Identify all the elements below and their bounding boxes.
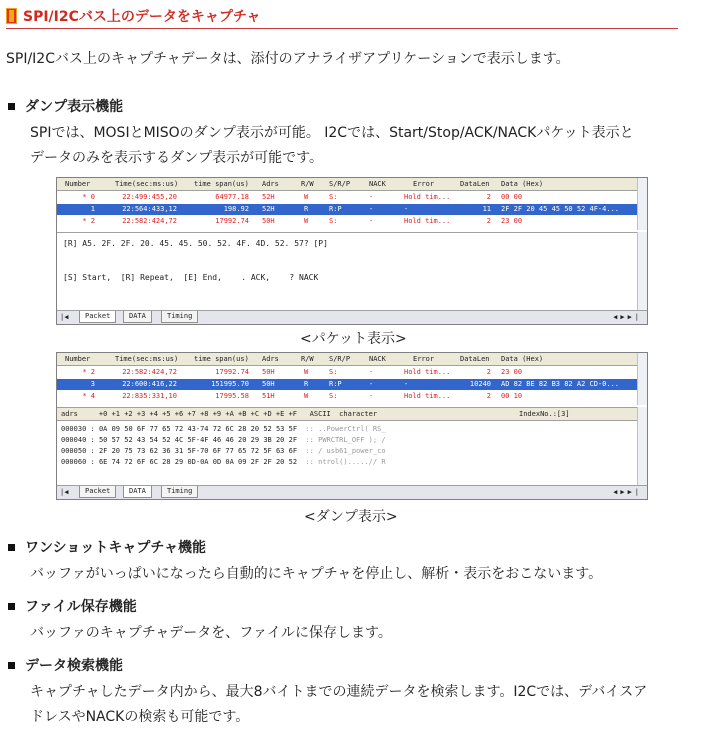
dump-line: 000040 : 50 57 52 43 54 52 4C 5F-4F 46 46 20 29 3B 20 2F :: PWRCTRL_OFF ); / (61, 436, 386, 444)
section-heading-oneshot (8, 537, 206, 557)
cell-srp: S: (329, 392, 338, 400)
table-row[interactable] (57, 216, 637, 227)
section-heading-search (8, 655, 123, 675)
page-title: SPI/I2Cバス上のデータをキャプチャ (23, 9, 261, 25)
col-datalen: DataLen (460, 180, 490, 188)
tab-data[interactable]: DATA (123, 311, 152, 323)
bullet-square-icon (8, 103, 15, 110)
table-row[interactable] (57, 192, 637, 203)
section-body-search (30, 680, 690, 730)
col-time: Time(sec:ms:us) (115, 180, 179, 188)
cell-rw: R (304, 205, 309, 213)
caption-dump: <ダンプ表示> (304, 509, 398, 525)
cell-adrs: 50H (262, 368, 275, 376)
cell-number: 1 (90, 205, 95, 213)
cell-number: * 0 (82, 193, 95, 201)
cell-rw: W (304, 193, 309, 201)
tab-timing[interactable]: Timing (161, 311, 198, 323)
nav-first-icon[interactable]: |◀ (60, 488, 69, 496)
section-body-dump (30, 121, 690, 171)
dump-addr: 000050 (61, 447, 87, 455)
section-body-line: SPIでは、MOSIとMISOのダンプ表示が可能。 I2Cでは、Start/Stop/ACK/NACKパケット表示と (30, 125, 634, 141)
cell-number: 3 (90, 380, 95, 388)
cell-nack: - (369, 368, 374, 376)
section-heading-filesave (8, 596, 137, 616)
bullet-square-icon (8, 603, 15, 610)
cell-number: * 2 (82, 368, 95, 376)
list-scrollbar[interactable] (637, 353, 647, 405)
dump-view-screenshot (56, 352, 648, 500)
cell-adrs: 50H (262, 217, 275, 225)
tab-packet[interactable]: Packet (79, 486, 116, 498)
cell-len: 2 (486, 392, 491, 400)
cell-number: * 4 (82, 392, 95, 400)
intro-text: SPI/I2Cバス上のキャプチャデータは、添付のアナライザアプリケーションで表示します。 (6, 51, 570, 67)
tab-bar (57, 485, 647, 499)
cell-nack: - (369, 217, 374, 225)
cell-data: 2F 2F 20 45 45 50 52 4F-4... (501, 205, 620, 213)
cell-adrs: 51H (262, 392, 275, 400)
dump-addr: 000030 (61, 425, 87, 433)
cell-nack: - (369, 205, 374, 213)
packet-detail-line: [R] A5. 2F. 2F. 20. 45. 45. 50. 52. 4F. 4D. 52. 57? [P] (63, 239, 328, 248)
col-rw: R/W (301, 180, 314, 188)
cell-time: 22:835:331,10 (122, 392, 177, 400)
table-row[interactable] (57, 204, 637, 215)
cell-span: 17992.74 (215, 217, 249, 225)
cell-time: 22:582:424,72 (122, 368, 177, 376)
cell-adrs: 50H (262, 380, 275, 388)
dump-hex: 0A 09 50 6F 77 65 72 43-74 72 6C 28 20 52 53 5F (98, 425, 298, 433)
cell-data: 23 00 (501, 217, 523, 225)
cell-error: Hold tim... (404, 392, 451, 400)
dump-line: 000030 : 0A 09 50 6F 77 65 72 43-74 72 6C 28 20 52 53 5F :: ..PowerCtrl( RS_ (61, 425, 386, 433)
col-error: Error (413, 355, 435, 363)
cell-adrs: 52H (262, 205, 275, 213)
col-datalen: DataLen (460, 355, 490, 363)
section-body-line: キャプチャしたデータ内から、最大8バイトまでの連続データを検索します。I2Cでは、デバイスア (30, 684, 648, 700)
col-srp: S/R/P (329, 180, 351, 188)
section-body-filesave: バッファのキャプチャデータを、ファイルに保存します。 (30, 625, 392, 641)
tab-timing[interactable]: Timing (161, 486, 198, 498)
cell-time: 22:499:455,20 (122, 193, 177, 201)
cell-srp: R:P (329, 205, 342, 213)
col-nack: NACK (369, 355, 386, 363)
title-marker-accent (9, 10, 14, 22)
dump-ascii: :: / usb61_power_co (305, 447, 386, 455)
cell-time: 22:600:416,22 (122, 380, 177, 388)
cell-len: 2 (486, 193, 491, 201)
cell-adrs: 52H (262, 193, 275, 201)
section-heading-label: データ検索機能 (25, 658, 123, 674)
cell-error: Hold tim... (404, 217, 451, 225)
cell-span: 64977.18 (215, 193, 249, 201)
index-label: IndexNo.:[3] (519, 410, 570, 418)
cell-data: AD 82 BE 82 B3 82 A2 CD-0... (501, 380, 620, 388)
cell-srp: S: (329, 368, 338, 376)
cell-error: Hold tim... (404, 368, 451, 376)
col-time: Time(sec:ms:us) (115, 355, 179, 363)
cell-span: 17995.58 (215, 392, 249, 400)
cell-data: 00 10 (501, 392, 523, 400)
packet-legend-line: [S] Start, [R] Repeat, [E] End, . ACK, ? NACK (63, 273, 319, 282)
packet-view-screenshot (56, 177, 648, 325)
col-number: Number (65, 355, 91, 363)
dump-hex: 2F 20 75 73 62 36 31 5F-70 6F 77 65 72 5F 63 6F (98, 447, 298, 455)
detail-scrollbar[interactable] (637, 232, 647, 310)
cell-span: 17992.74 (215, 368, 249, 376)
cell-nack: - (369, 392, 374, 400)
column-header (57, 353, 637, 366)
cell-rw: W (304, 392, 309, 400)
section-heading-label: ダンプ表示機能 (25, 99, 124, 115)
column-header (57, 178, 637, 191)
cell-nack: - (369, 380, 374, 388)
cell-rw: W (304, 368, 309, 376)
cell-span: 151995.70 (211, 380, 249, 388)
cell-time: 22:582:424,72 (122, 217, 177, 225)
cell-data: 23 00 (501, 368, 523, 376)
page-title-bar (6, 4, 678, 29)
nav-arrows-icon[interactable]: ◀▶▶| (613, 313, 642, 321)
tab-packet[interactable]: Packet (79, 311, 116, 323)
bullet-square-icon (8, 544, 15, 551)
list-scrollbar[interactable] (637, 178, 647, 230)
cell-srp: R:P (329, 380, 342, 388)
dump-line: 000050 : 2F 20 75 73 62 36 31 5F-70 6F 77 65 72 5F 63 6F :: / usb61_power_co (61, 447, 386, 455)
cell-srp: S: (329, 193, 338, 201)
dump-column-header (57, 407, 637, 421)
table-row[interactable] (57, 367, 637, 378)
col-nack: NACK (369, 180, 386, 188)
col-data: Data (Hex) (501, 180, 544, 188)
nav-first-icon[interactable]: |◀ (60, 313, 69, 321)
section-body-oneshot: バッファがいっぱいになったら自動的にキャプチャを停止し、解析・表示をおこないます。 (30, 566, 603, 582)
cell-len: 2 (486, 217, 491, 225)
dump-addr: 000040 (61, 436, 87, 444)
col-adrs: Adrs (262, 355, 279, 363)
dump-ascii: :: ntrol().....// R (305, 458, 386, 466)
dump-scrollbar[interactable] (637, 407, 647, 485)
tab-bar (57, 310, 647, 324)
col-adrs: Adrs (262, 180, 279, 188)
dump-header-text: adrs +0 +1 +2 +3 +4 +5 +6 +7 +8 +9 +A +B +C +D +E +F ASCII character (61, 410, 378, 418)
section-body-line: データのみを表示するダンプ表示が可能です。 (30, 150, 324, 166)
dump-ascii: :: ..PowerCtrl( RS_ (305, 425, 386, 433)
col-data: Data (Hex) (501, 355, 544, 363)
tab-data[interactable]: DATA (123, 486, 152, 498)
table-row[interactable] (57, 391, 637, 402)
cell-srp: S: (329, 217, 338, 225)
col-number: Number (65, 180, 91, 188)
col-rw: R/W (301, 355, 314, 363)
cell-rw: W (304, 217, 309, 225)
dump-line: 000060 : 6E 74 72 6F 6C 28 29 0D-0A 0D 0A 09 2F 2F 20 52 :: ntrol().....// R (61, 458, 386, 466)
col-span: time span(us) (194, 180, 249, 188)
col-srp: S/R/P (329, 355, 351, 363)
table-row[interactable] (57, 379, 637, 390)
dump-addr: 000060 (61, 458, 87, 466)
cell-error: Hold tim... (404, 193, 451, 201)
dump-hex: 6E 74 72 6F 6C 28 29 0D-0A 0D 0A 09 2F 2F 20 52 (98, 458, 298, 466)
cell-data: 00 00 (501, 193, 523, 201)
cell-number: * 2 (82, 217, 95, 225)
packet-detail-pane (57, 232, 637, 311)
nav-arrows-icon[interactable]: ◀▶▶| (613, 488, 642, 496)
cell-rw: R (304, 380, 309, 388)
section-heading-dump (8, 96, 123, 116)
cell-nack: - (369, 193, 374, 201)
cell-time: 22:564:433,12 (122, 205, 177, 213)
section-heading-label: ワンショットキャプチャ機能 (25, 540, 206, 556)
cell-error: - (404, 380, 409, 388)
caption-packet: <パケット表示> (300, 331, 407, 347)
section-heading-label: ファイル保存機能 (25, 599, 137, 615)
section-body-line: ドレスやNACKの検索も可能です。 (30, 709, 250, 725)
col-error: Error (413, 180, 435, 188)
bullet-square-icon (8, 662, 15, 669)
cell-len: 10240 (469, 380, 491, 388)
cell-error: - (404, 205, 409, 213)
dump-hex: 50 57 52 43 54 52 4C 5F-4F 46 46 20 29 3B 20 2F (98, 436, 298, 444)
dump-ascii: :: PWRCTRL_OFF ); / (305, 436, 386, 444)
cell-len: 11 (482, 205, 491, 213)
cell-span: 198.92 (223, 205, 249, 213)
col-span: time span(us) (194, 355, 249, 363)
cell-len: 2 (486, 368, 491, 376)
